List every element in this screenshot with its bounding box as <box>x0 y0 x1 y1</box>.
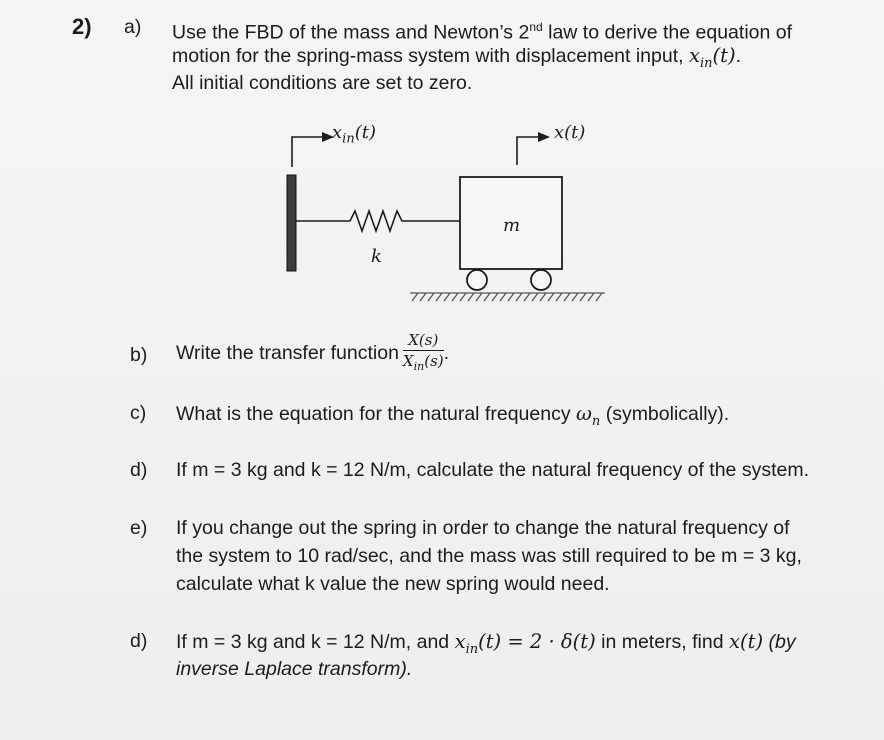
part-c-label: c) <box>130 402 147 424</box>
part-b-text: Write the transfer function $\frac{X(s)}{X_{in}(s)}$ . <box>176 330 449 377</box>
part-d-second-line-2: inverse Laplace transform). <box>176 658 413 680</box>
part-d-second-label: d) <box>130 630 148 652</box>
input-arrow <box>292 132 334 167</box>
part-e-line-3: calculate what k value the new spring would need. <box>176 573 610 595</box>
part-b-label: b) <box>130 344 148 366</box>
part-d-first-label: d) <box>130 459 148 481</box>
right-wheel <box>531 270 551 290</box>
left-wheel <box>467 270 487 290</box>
part-e-line-1: If you change out the spring in order to change the natural frequency of <box>176 517 790 539</box>
part-d-first-text: If m = 3 kg and k = 12 N/m, calculate the natural frequency of the system. <box>176 459 809 481</box>
mass-label: m <box>503 215 521 236</box>
part-d-second-line-1: If m = 3 kg and k = 12 N/m, and $x_{in}(t) = 2 \cdot \delta(t)$ in meters, find x(t) (by <box>176 630 796 657</box>
part-a-line-3: All initial conditions are set to zero. <box>172 72 473 94</box>
part-a-label: a) <box>124 16 142 38</box>
ground-hatch <box>410 293 605 301</box>
part-a-line-1: Use the FBD of the mass and Newton’s 2nd law to derive the equation of <box>172 20 793 44</box>
spring-mass-diagram <box>270 115 630 310</box>
spring-constant-label: k <box>371 246 382 267</box>
input-wall <box>287 175 296 271</box>
question-number: 2) <box>72 14 92 39</box>
spring <box>296 211 460 231</box>
output-arrow <box>517 132 550 165</box>
input-displacement-label: $x_{in}(t)$ <box>332 122 376 147</box>
part-e-label: e) <box>130 517 148 539</box>
part-a-line-2: motion for the spring-mass system with displacement input, $x_{in}(t)$. <box>172 44 741 71</box>
output-displacement-label: x(t) <box>554 122 586 143</box>
part-c-text: What is the equation for the natural frequency $\omega_n$ (symbolically). <box>176 402 730 429</box>
transfer-function-fraction: $\frac{X(s)}{X_{in}(s)}$ <box>402 331 444 373</box>
part-e-line-2: the system to 10 rad/sec, and the mass was still required to be m = 3 kg, <box>176 545 802 567</box>
